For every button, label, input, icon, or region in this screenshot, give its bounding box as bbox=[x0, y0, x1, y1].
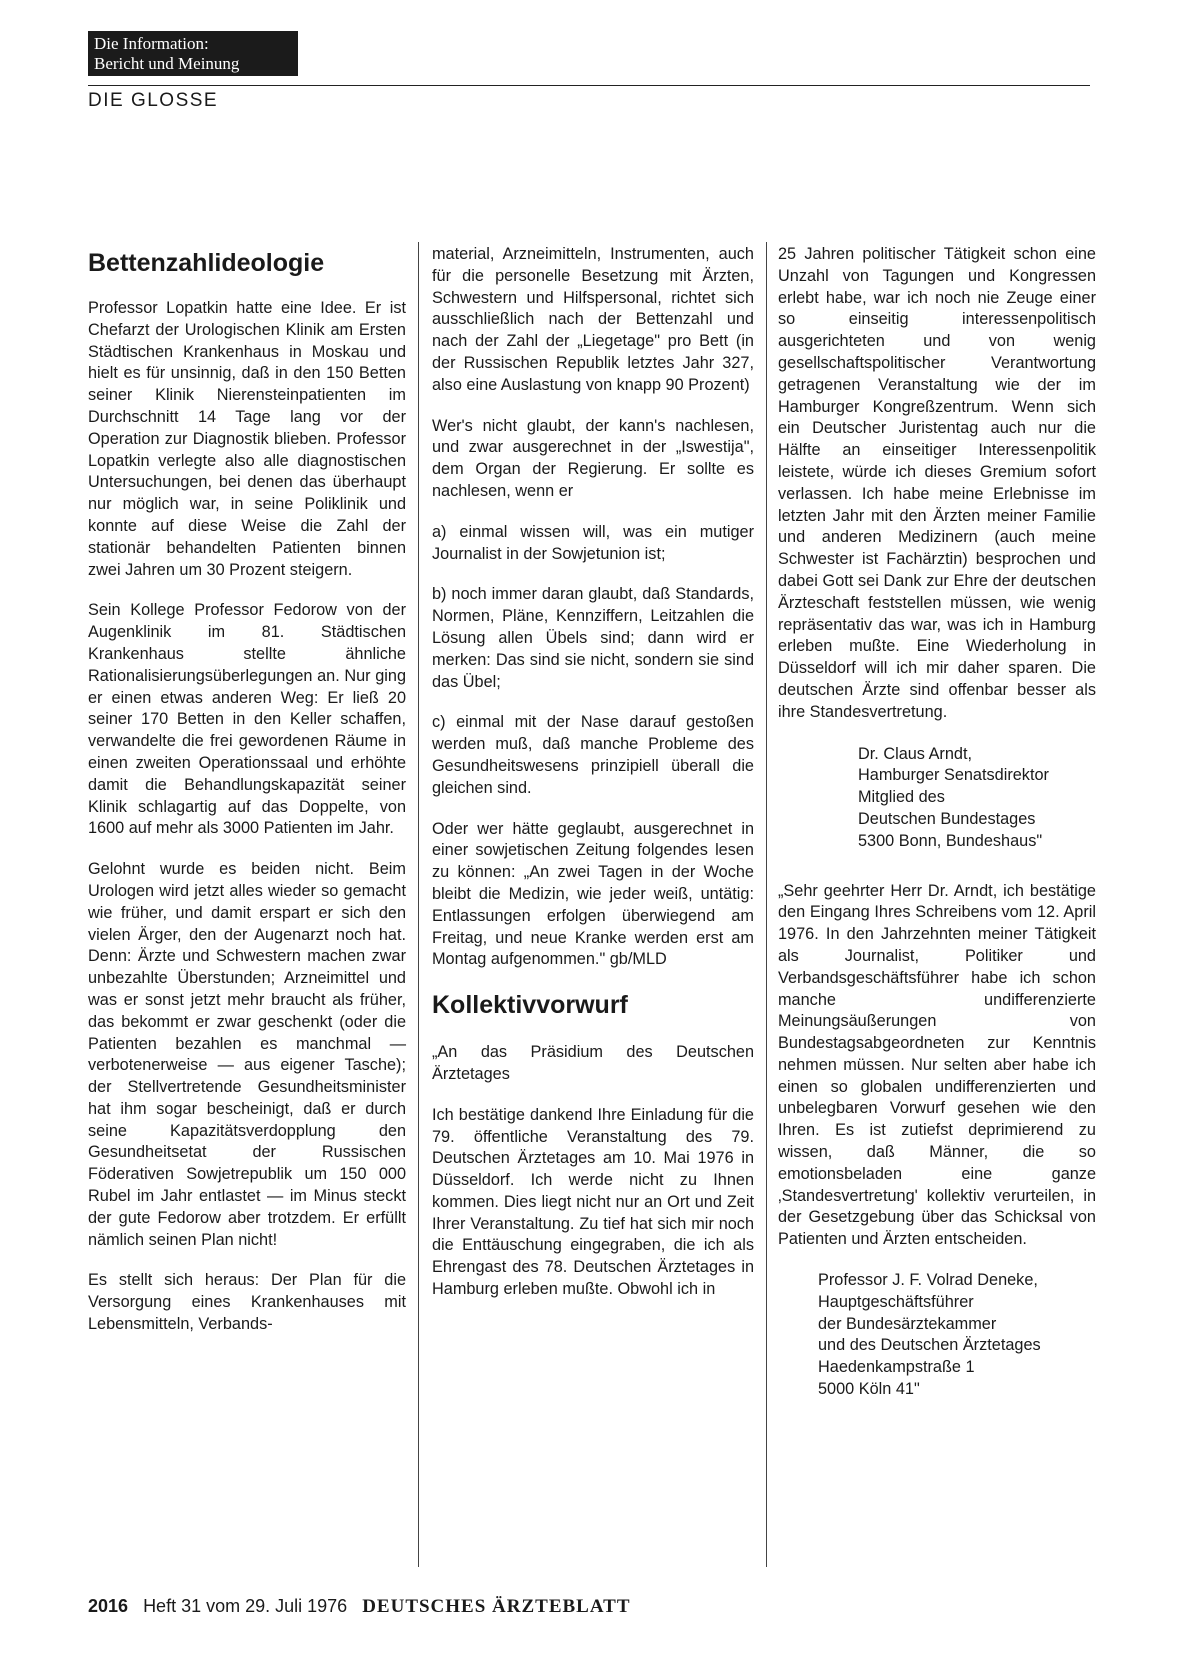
signature-line: Deutschen Bundestages bbox=[858, 809, 1036, 828]
paragraph: Wer's nicht glaubt, der kann's nachlesen, und zwar ausgerechnet in der „Iswestija", dem Organ der Regierung. Er sollte es nachlesen, wenn er bbox=[432, 416, 754, 500]
paragraph: Oder wer hätte geglaubt, ausgerechnet in einer sowjetischen Zeitung folgendes lesen zu können: „An zwei Tagen in der Woche bleibt die Medizin, wie jeder weiß, untätig: Entlassungen erfolgen überwiegend am Freitag, und neue Kranke werden erst am Montag aufgenommen." gb/MLD bbox=[432, 819, 754, 969]
paragraph: material, Arzneimitteln, Instrumenten, auch für die personelle Besetzung mit Ärzten, Schwestern und Hilfspersonal, richtet sich ausschließlich nach der Bettenzahl und nach der Zahl der „Liegetage" pro Bett (in der Russischen Republik letztes Jahr 327, also eine Auslastung von knapp 90 Prozent) bbox=[432, 245, 754, 394]
article-title-kollektivvorwurf: Kollektivvorwurf bbox=[432, 991, 628, 1020]
column-divider-2 bbox=[766, 242, 767, 1567]
header-rule bbox=[88, 85, 1090, 86]
paragraph: Gelohnt wurde es beiden nicht. Beim Urologen wird jetzt alles wieder so gemacht wie früher, und damit erspart er sich den vielen Ärger, den der Augenarzt noch hat. Denn: Ärzte und Schwestern machen zwar unbezahlte Überstunden; Arzneimittel und was er sonst jetzt mehr braucht als früher, das bekommt er zwar geschenkt (oder die Patienten bezahlen es manchmal — verbotenerweise — aus eigener Tasche); der Stellvertretende Gesundheitsminister hat ihm sogar bescheinigt, daß er durch seine Kapazitätsverdopplung den Gesundheitsetat der Russischen Föderativen Sowjetrepublik um 150 000 Rubel im Jahr entlastet — im Minus steckt der gute Fedorow aber trotzdem. Er erfüllt nämlich seinen Plan nicht! bbox=[88, 860, 406, 1249]
signature-line: Dr. Claus Arndt, bbox=[858, 744, 973, 763]
signature-deneke bbox=[818, 1270, 1096, 1401]
column-2 bbox=[432, 244, 754, 1320]
signature-line: Hauptgeschäftsführer bbox=[818, 1292, 974, 1311]
signature-line: Hamburger Senatsdirektor bbox=[858, 766, 1049, 785]
page-number: 2016 bbox=[88, 1596, 129, 1616]
section-label: DIE GLOSSE bbox=[88, 90, 219, 111]
paragraph: Es stellt sich heraus: Der Plan für die Versorgung eines Krankenhauses mit Lebensmitteln, Verbands- bbox=[88, 1271, 406, 1334]
signature-line: und des Deutschen Ärztetages bbox=[818, 1336, 1041, 1355]
paragraph: Sein Kollege Professor Fedorow von der Augenklinik im 81. Städtischen Krankenhaus stellte ähnliche Rationalisierungsüberlegungen an. Nur ging er einen etwas anderen Weg: Er ließ 20 seiner 170 Betten in den Keller schaffen, verwandelte die frei gewordenen Räume in einen zweiten Operationssaal und erhöhte damit die Behandlungskapazität seiner Klinik schlagartig auf das Doppelte, von 1600 auf mehr als 3000 Patienten im Jahr. bbox=[88, 601, 406, 838]
signature-line: 5300 Bonn, Bundeshaus" bbox=[858, 831, 1043, 850]
signature-arndt bbox=[858, 744, 1096, 853]
column-divider-1 bbox=[418, 242, 419, 1567]
badge-line-2: Bericht und Meinung bbox=[94, 54, 240, 73]
paragraph: c) einmal mit der Nase darauf gestoßen werden muß, daß manche Probleme des Gesundheitswesens prinzipiell überall die gleichen sind. bbox=[432, 713, 754, 797]
paragraph: 25 Jahren politischer Tätigkeit schon eine Unzahl von Tagungen und Kongressen erlebt habe, war ich noch nie Zeuge einer so einseitig interessenpolitisch ausgerichteten und von wenig gesellschaftspolitischer Verantwortung getragenen Veranstaltung wie der im Hamburger Kongreßzentrum. Wenn sich ein Deutscher Juristentag auch nur die Hälfte an einseitiger Interessenpolitik leistete, würde ich dieses Gremium sofort verlassen. Ich habe meine Erlebnisse im letzten Jahr mit den Ärzten meiner Familie und anderen Medizinern (auch meine Schwester ist Fachärztin) besprochen und dabei Gott sei Dank zur Ehre der deutschen Ärzteschaft feststellen müssen, wie wenig repräsentativ das war, was ich in Hamburg erleben mußte. Eine Wiederholung in Düsseldorf will ich mir daher sparen. Die deutschen Ärzte sind offenbar besser als ihre Standesvertretung. bbox=[778, 245, 1096, 721]
signature-line: Haedenkampstraße 1 bbox=[818, 1358, 975, 1377]
signature-line: Professor J. F. Volrad Deneke, bbox=[818, 1271, 1038, 1290]
journal-name: DEUTSCHES ÄRZTEBLATT bbox=[362, 1596, 631, 1617]
signature-line: der Bundesärztekammer bbox=[818, 1314, 997, 1333]
section-badge bbox=[88, 31, 298, 76]
page-footer bbox=[88, 1596, 631, 1618]
paragraph: Ich bestätige dankend Ihre Einladung für die 79. öffentliche Veranstaltung des 79. Deutschen Ärztetages am 10. Mai 1976 in Düsseldorf. Ich werde nicht zu Ihnen kommen. Dies liegt nicht nur an Ort und Zeit Ihrer Veranstaltung. Zu tief hat sich mir noch die Enttäuschung eingegraben, die ich als Ehrengast des 78. Deutschen Ärztetages in Hamburg erleben mußte. Obwohl ich in bbox=[432, 1105, 754, 1299]
paragraph: b) noch immer daran glaubt, daß Standards, Normen, Pläne, Kennziffern, Leitzahlen die Lösung allen Übels sind; dann wird er merken: Das sind sie nicht, sondern sie sind das Übel; bbox=[432, 585, 754, 691]
paragraph: „Sehr geehrter Herr Dr. Arndt, ich bestätige den Eingang Ihres Schreibens vom 12. April 1976. In den Jahrzehnten meiner Tätigkeit als Journalist, Politiker und Verbandsgeschäftsführer habe ich schon manche undifferenzierte Meinungsäußerungen von Bundestagsabgeordneten zur Kenntnis nehmen müssen. Nur selten aber habe ich einen so globalen undifferenzierten und unbelegbaren Vorwurf gesehen wie den Ihren. Es ist zutiefst deprimierend zu wissen, daß Männer, die so emotionsbeladen eine ganze ‚Standesvertretung' kollektiv verurteilen, in der Gesetzgebung über das Schicksal von Patienten und Ärzten entscheiden. bbox=[778, 881, 1096, 1249]
signature-line: 5000 Köln 41" bbox=[818, 1380, 920, 1399]
issue-info: Heft 31 vom 29. Juli 1976 bbox=[143, 1596, 348, 1616]
column-1 bbox=[88, 248, 406, 1355]
paragraph: a) einmal wissen will, was ein mutiger Journalist in der Sowjetunion ist; bbox=[432, 522, 754, 563]
column-3 bbox=[778, 244, 1096, 1401]
signature-line: Mitglied des bbox=[858, 788, 945, 807]
paragraph: „An das Präsidium des Deutschen Ärztetages bbox=[432, 1043, 754, 1083]
article-title-bettenzahlideologie: Bettenzahlideologie bbox=[88, 249, 325, 277]
badge-line-1: Die Information: bbox=[94, 34, 209, 53]
paragraph: Professor Lopatkin hatte eine Idee. Er ist Chefarzt der Urologischen Klinik am Ersten Städtischen Krankenhaus in Moskau und hielt es für unsinnig, daß in den 150 Betten seiner Klinik Nierensteinpatienten im Durchschnitt 14 Tage lang vor der Operation zur Diagnostik blieben. Professor Lopatkin verlegte also alle diagnostischen Untersuchungen, bei denen das überhaupt nur möglich war, in seine Poliklinik und konnte auf diese Weise die Zahl der stationär behandelten Patienten binnen zwei Jahren um 30 Prozent steigern. bbox=[88, 299, 406, 579]
